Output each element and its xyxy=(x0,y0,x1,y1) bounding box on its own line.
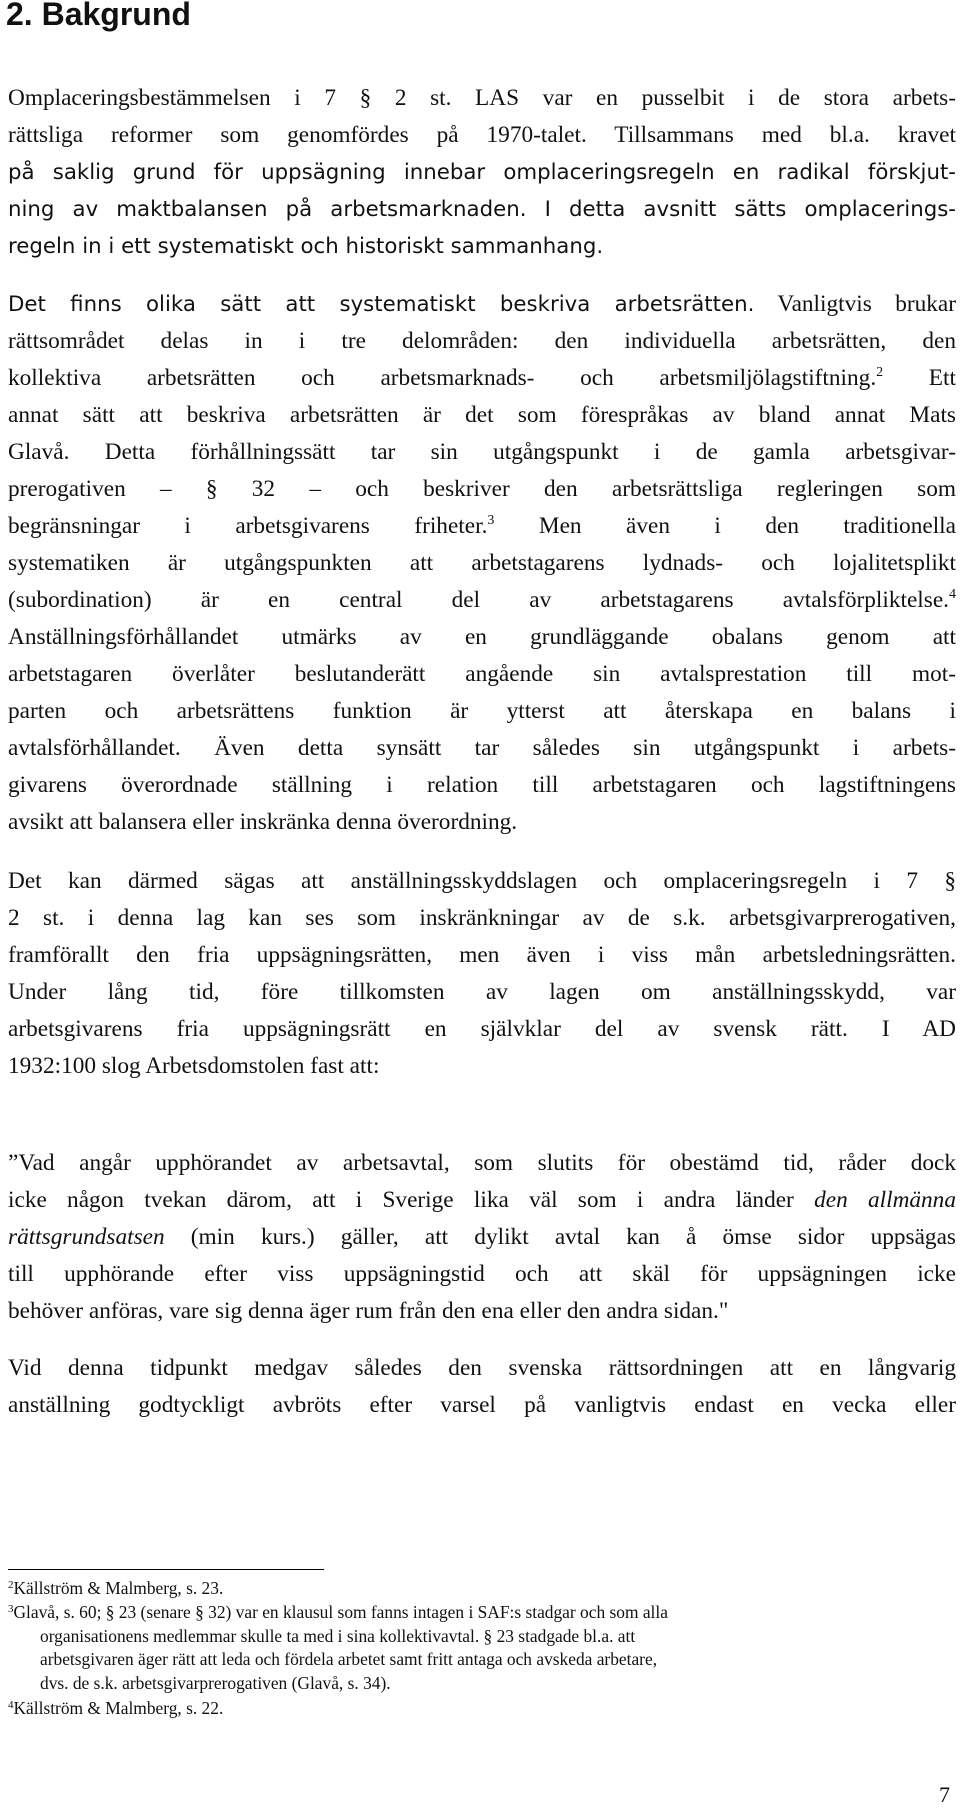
text-line: annat sätt att beskriva arbetsrätten är det som förespråkas av bland annat Mats xyxy=(8,402,956,428)
text-line: Anställningsförhållandet utmärks av en grundläggande obalans genom att xyxy=(8,624,956,650)
text-line: Det kan därmed sägas att anställningsskyddslagen och omplaceringsregeln i 7 § xyxy=(8,868,956,894)
text-line: ”Vad angår upphörandet av arbetsavtal, som slutits för obestämd tid, råder dock xyxy=(8,1150,956,1176)
text-line: Vid denna tidpunkt medgav således den svenska rättsordningen att en långvarig xyxy=(8,1355,956,1381)
footnote-4: $^4$Källström & Malmberg, s. 22. xyxy=(8,1698,224,1718)
text-line: 1932:100 slog Arbetsdomstolen fast att: xyxy=(8,1053,380,1079)
text-line: behöver anföras, vare sig denna äger rum från den ena eller den andra sidan." xyxy=(8,1298,729,1324)
text-line: Under lång tid, före tillkomsten av lagen om anställningsskydd, var xyxy=(8,979,956,1005)
footnote-2: $^2$Källström & Malmberg, s. 23. xyxy=(8,1578,224,1598)
text-line: givarens överordnade ställning i relation till arbetstagaren och lagstiftningens xyxy=(8,772,956,798)
footnote-ref: 4 xyxy=(949,587,956,602)
text-line: rättsområdet delas in i tre delområden: den individuella arbetsrätten, den xyxy=(8,328,956,354)
text-line: avsikt att balansera eller inskränka denna överordning. xyxy=(8,809,518,835)
text-line: framförallt den fria uppsägningsrätten, men även i viss mån arbetsledningsrätten. xyxy=(8,942,956,968)
text-line: kollektiva arbetsrätten och arbetsmarknads- och arbetsmiljölagstiftning.$^2$ Ett xyxy=(8,365,956,391)
page-number: 7 xyxy=(939,1782,950,1807)
text-line: rättsliga reformer som genomfördes på 1970-talet. Tillsammans med bl.a. kravet xyxy=(8,122,956,148)
text-line: Glavå. Detta förhållningssätt tar sin utgångspunkt i de gamla arbetsgivar- xyxy=(8,439,956,465)
footnote-ref: 3 xyxy=(487,513,495,528)
text-line: rättsgrundsatsen (min kurs.) gäller, att dylikt avtal kan å ömse sidor uppsägas xyxy=(8,1224,956,1250)
text-line: regeln in i ett systematiskt och historiskt sammanhang. xyxy=(8,234,604,259)
section-heading: 2. Bakgrund xyxy=(6,0,191,32)
footnote-divider xyxy=(8,1569,324,1570)
text-line: på saklig grund för uppsägning innebar omplaceringsregeln en radikal förskjut- xyxy=(8,160,956,185)
text-line: prerogativen – § 32 – och beskriver den arbetsrättsliga regleringen som xyxy=(8,476,956,502)
text-line: (subordination) är en central del av arbetstagarens avtalsförpliktelse.$^4$ xyxy=(8,587,956,613)
footnote-ref: 2 xyxy=(876,365,884,380)
text-line: begränsningar i arbetsgivarens friheter.$^3$ Men även i den traditionella xyxy=(8,513,956,539)
text-line: Det finns olika sätt att systematiskt beskriva arbetsrätten. Vanligtvis brukar xyxy=(8,291,956,317)
paragraph-intro xyxy=(8,80,956,265)
paragraph-historical xyxy=(8,1350,956,1424)
text-line: anställning godtyckligt avbröts efter varsel på vanligtvis endast en vecka eller xyxy=(8,1392,956,1418)
text-line: avtalsförhållandet. Även detta synsätt tar således sin utgångspunkt i arbets- xyxy=(8,735,956,761)
text-line: icke någon tvekan därom, att i Sverige lika väl som i andra länder den allmänna xyxy=(8,1187,956,1213)
text-line: arbetstagaren överlåter beslutanderätt angående sin avtalsprestation till mot- xyxy=(8,661,956,687)
text-line: 2 st. i denna lag kan ses som inskränkningar av de s.k. arbetsgivarprerogativen, xyxy=(8,905,956,931)
text-line: arbetsgivarens fria uppsägningsrätt en självklar del av svensk rätt. I AD xyxy=(8,1016,956,1042)
text-line: systematiken är utgångspunkten att arbetstagarens lydnads- och lojalitetsplikt xyxy=(8,550,956,576)
text-line: ning av maktbalansen på arbetsmarknaden. I detta avsnitt sätts omplacerings- xyxy=(8,197,956,222)
paragraph-systematics xyxy=(8,286,956,841)
court-quote xyxy=(8,1145,956,1330)
text-line: till upphörande efter viss uppsägningstid och att skäl för uppsägningen icke xyxy=(8,1261,956,1287)
paragraph-prerogatives xyxy=(8,863,956,1085)
text-line: parten och arbetsrättens funktion är ytterst att återskapa en balans i xyxy=(8,698,956,724)
footnote-3: $^3$Glavå, s. 60; § 23 (senare § 32) var en klausul som fanns intagen i SAF:s stadgar och som alla organisationens medlemmar skulle ta med i sina kollektivavtal. § 23 stadgade bl.a. att arbetsgivaren äger rätt att leda och fördela arbetet samt fritt antaga och avskeda arbetare, dvs. de s.k. arbetsgivarprerogativen (Glavå, s. 34). xyxy=(8,1602,668,1693)
text-line: Omplaceringsbestämmelsen i 7 § 2 st. LAS var en pusselbit i de stora arbets- xyxy=(8,85,956,111)
